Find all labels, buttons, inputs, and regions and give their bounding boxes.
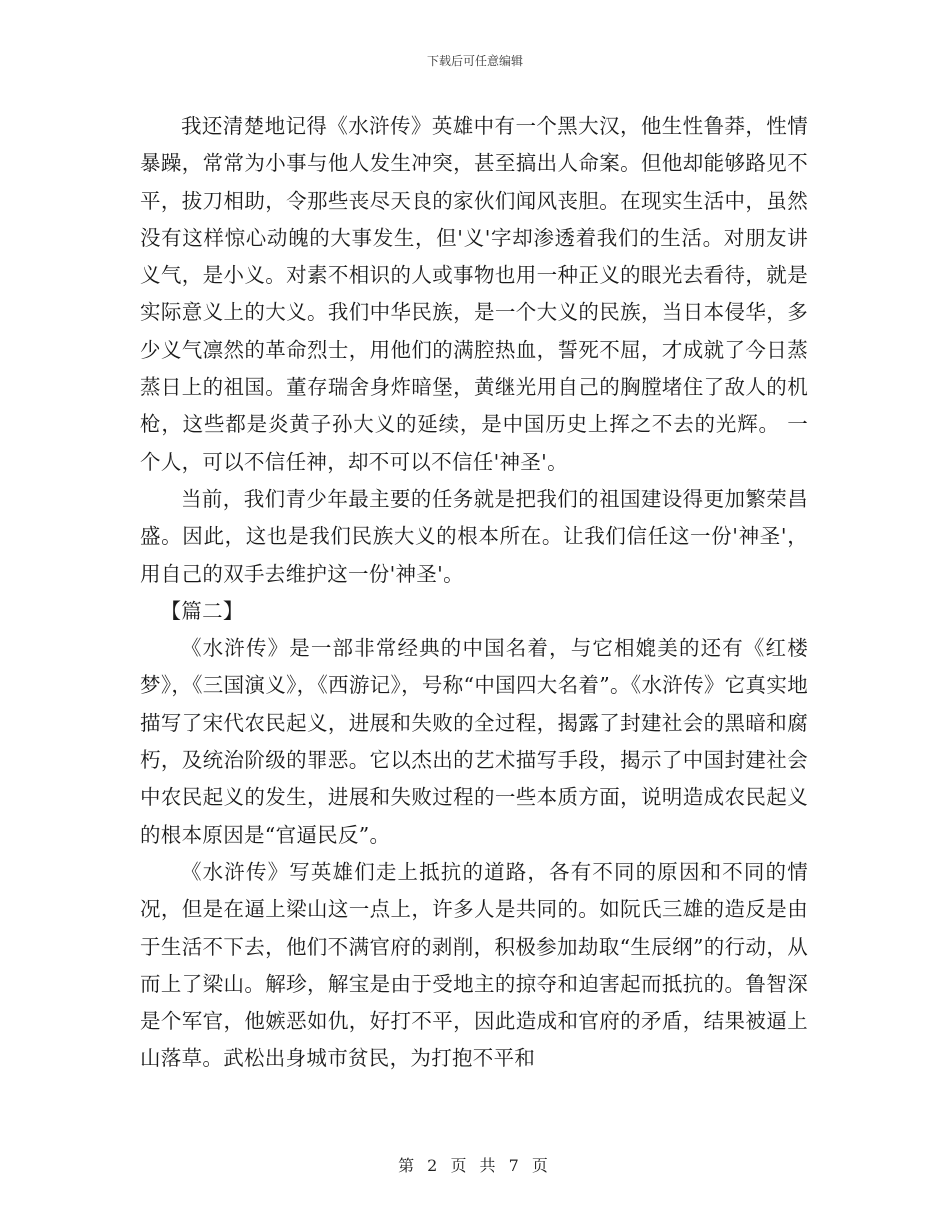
- page-header: 下载后可任意编辑: [426, 54, 523, 68]
- paragraph: 当前，我们青少年最主要的任务就是把我们的祖国建设得更加繁荣昌盛。因此，这也是我们民族大义的根本所在。让我们信任这一份'神圣'，用自己的双手去维护这一份'神圣'。: [140, 486, 808, 586]
- paragraph: 《水浒传》写英雄们走上抵抗的道路，各有不同的原因和不同的情况，但是在逼上梁山这一点上，许多人是共同的。如阮氏三雄的造反是由于生活不下去，他们不满官府的剥削，积极参加劫取“生辰纲”的行动，从而上了梁山。解珍，解宝是由于受地主的掠夺和迫害起而抵抗的。鲁智深是个军官，他嫉恶如仇，好打不平，因此造成和官府的矛盾，结果被逼上山落草。武松出身城市贫民，为打抱不平和: [140, 859, 808, 1071]
- page-footer: 第 2 页 共 7 页: [398, 1156, 552, 1175]
- document-body: [140, 108, 808, 1078]
- paragraph: 我还清楚地记得《水浒传》英雄中有一个黑大汉，他生性鲁莽，性情暴躁，常常为小事与他人发生冲突，甚至搞出人命案。但他却能够路见不平，拔刀相助，令那些丧尽天良的家伙们闻风丧胆。在现实生活中，虽然没有这样惊心动魄的大事发生，但'义'字却渗透着我们的生活。对朋友讲义气，是小义。对素不相识的人或事物也用一种正义的眼光去看待，就是实际意义上的大义。我们中华民族，是一个大义的民族，当日本侵华，多少义气凛然的革命烈士，用他们的满腔热血，誓死不屈，才成就了今日蒸蒸日上的祖国。董存瑞舍身炸暗堡，黄继光用自己的胸膛堵住了敌人的机枪，这些都是炎黄子孙大义的延续，是中国历史上挥之不去的光辉。 一个人，可以不信任神，却不可以不信任'神圣'。: [140, 114, 808, 474]
- paragraph: 《水浒传》是一部非常经典的中国名着，与它相媲美的还有《红楼梦》，《三国演义》，《西游记》，号称“中国四大名着”。《水浒传》它真实地描写了宋代农民起义，进展和失败的全过程，揭露了封建社会的黑暗和腐朽，及统治阶级的罪恶。它以杰出的艺术描写手段，揭示了中国封建社会中农民起义的发生，进展和失败过程的一些本质方面，说明造成农民起义的根本原因是“官逼民反”。: [140, 636, 808, 847]
- section-heading: 【篇二】: [160, 598, 244, 623]
